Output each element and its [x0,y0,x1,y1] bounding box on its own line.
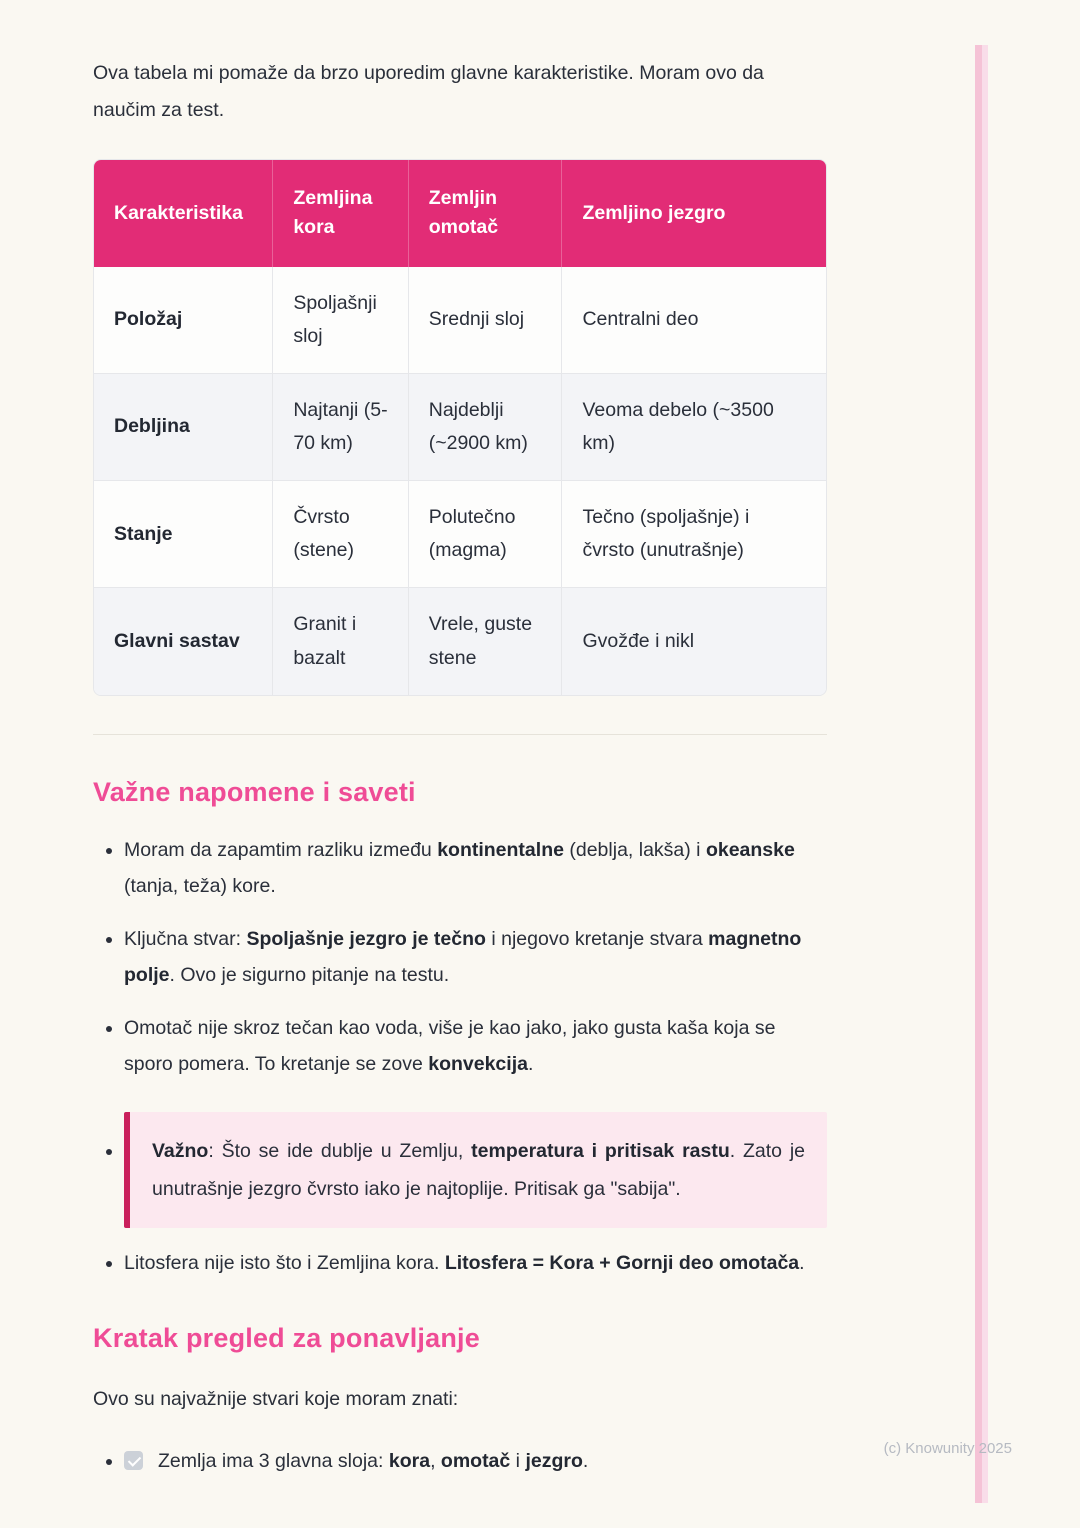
review-intro: Ovo su najvažnije stvari koje moram znati: [93,1388,459,1411]
review-checklist [93,1443,827,1479]
important-callout [124,1112,827,1228]
checklist-item [124,1443,827,1479]
list-item-text: Ključna stvar: Spoljašnje jezgro je tečno i njegovo kretanje stvara magnetno polje. Ovo je sigurno pitanje na testu. [124,927,802,986]
table-cell: Centralni deo [562,267,826,374]
header-cell-jezgro: Zemljino jezgro [562,160,826,267]
table-cell: Veoma debelo (~3500 km) [562,374,826,481]
decorative-margin-stripe [975,45,988,1503]
row-label: Položaj [94,267,273,374]
table-cell: Srednji sloj [409,267,563,374]
watermark: (c) Knowunity 2025 [883,1440,1012,1457]
table-row [94,374,826,481]
checklist-item-text: Zemlja ima 3 glavna sloja: kora, omotač i jezgro. [158,1450,589,1473]
callout-text: Važno: Što se ide dublje u Zemlju, temperatura i pritisak rastu. Zato je unutrašnje jezgro čvrsto iako je najtoplije. Pritisak ga "sabija". [152,1140,805,1201]
table-cell: Gvožđe i nikl [582,630,695,652]
notes-heading: Važne napomene i saveti [93,776,416,807]
list-item [124,1112,827,1228]
list-item-text: Litosfera nije isto što i Zemljina kora. Litosfera = Kora + Gornji deo omotača. [124,1252,805,1275]
table-cell: Najdeblji (~2900 km) [409,374,563,481]
table-cell: Tečno (spoljašnje) i čvrsto (unutrašnje) [562,481,826,588]
intro-paragraph: Ova tabela mi pomaže da brzo uporedim glavne karakteristike. Moram ovo da naučim za test. [93,62,764,122]
comparison-table [93,159,827,696]
table-row [94,267,826,374]
notes-list [93,832,827,1281]
table-row [94,588,826,694]
table-header-row [94,160,826,267]
content-column [93,55,827,1479]
list-item-text: Moram da zapamtim razliku između kontinentalne (deblja, lakša) i okeanske (tanja, teža) kore. [124,838,795,897]
header-cell-omotac: Zemljin omotač [409,160,563,267]
table-row [94,481,826,588]
row-label: Glavni sastav [94,588,273,694]
table-cell: Čvrsto (stene) [273,481,408,588]
row-label: Debljina [94,374,273,481]
header-cell-karakteristika: Karakteristika [94,160,273,267]
section-divider [93,734,827,735]
table-cell: Polutečno (magma) [409,481,563,588]
list-item [124,832,827,904]
list-item [124,1245,827,1281]
checkbox-checked-icon[interactable] [124,1451,143,1470]
list-item-text: Omotač nije skroz tečan kao voda, više je kao jako, jako gusta kaša koja se sporo pomera. To kretanje se zove konvekcija. [124,1016,776,1076]
table-cell: Vrele, guste stene [409,588,563,694]
table-cell: Najtanji (5-70 km) [273,374,408,481]
header-cell-kora: Zemljina kora [273,160,408,267]
list-item [124,921,827,993]
review-heading: Kratak pregled za ponavljanje [93,1323,480,1354]
table-cell: Spoljašnji sloj [273,267,408,374]
table-cell: Granit i bazalt [273,588,408,694]
list-item [124,1010,827,1082]
row-label: Stanje [94,481,273,588]
